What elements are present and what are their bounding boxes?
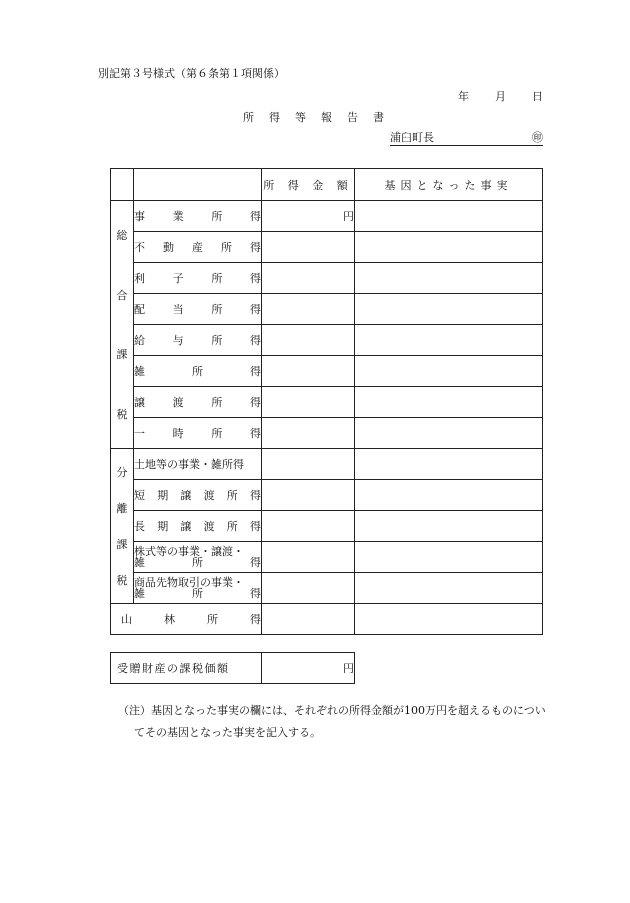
label-char: 一	[134, 427, 145, 440]
amount-cell[interactable]: 円	[262, 201, 355, 232]
label-text	[134, 394, 261, 410]
facts-cell[interactable]	[355, 356, 543, 387]
label-char: 所	[211, 334, 223, 347]
group-name	[111, 201, 134, 449]
note-line2: てその基因となった事実を記入する。	[134, 726, 321, 739]
label-char: 得	[249, 210, 261, 223]
income-type-label	[134, 418, 262, 449]
page-title: 所 得 等 報 告 書	[243, 111, 386, 124]
income-table	[110, 168, 543, 635]
label-char: 得	[249, 427, 261, 440]
label-char: 所	[192, 556, 203, 569]
amount-cell[interactable]	[262, 263, 355, 294]
table-row-forest	[111, 604, 543, 635]
facts-cell[interactable]	[355, 418, 543, 449]
amount-cell[interactable]	[262, 356, 355, 387]
table-row	[111, 542, 543, 573]
label-char: 得	[249, 334, 261, 347]
label-char: 配	[134, 303, 145, 316]
facts-cell[interactable]	[355, 294, 543, 325]
table-row	[111, 387, 543, 418]
note	[118, 700, 588, 744]
table-row	[111, 325, 543, 356]
label-char: 譲	[180, 489, 192, 502]
table-row	[111, 511, 543, 542]
facts-cell[interactable]	[355, 480, 543, 511]
facts-cell[interactable]	[355, 201, 543, 232]
facts-cell[interactable]	[355, 232, 543, 263]
label-text	[134, 208, 261, 224]
group-name	[111, 449, 134, 604]
label-char: 動	[163, 241, 174, 254]
addressee: 浦臼町長	[390, 131, 434, 144]
table-row	[111, 263, 543, 294]
note-line1: （注）基因となった事実の欄には、それぞれの所得金額が100万円を超えるものについ	[118, 704, 546, 717]
label-char: 得	[249, 520, 261, 533]
label-line2	[134, 588, 261, 599]
amount-cell[interactable]	[262, 542, 355, 573]
header-amount: 所 得 金 額	[262, 169, 355, 201]
label-char: 所	[211, 272, 223, 285]
form-label: 別記第３号様式（第６条第１項関係）	[98, 67, 285, 80]
group-name-char: 税	[116, 407, 128, 421]
facts-cell[interactable]	[355, 387, 543, 418]
label-char: 所	[192, 587, 203, 600]
table-header-row	[111, 169, 543, 201]
label-text	[134, 239, 261, 255]
income-type-label	[134, 263, 262, 294]
facts-cell[interactable]	[355, 511, 543, 542]
label-char: 譲	[134, 396, 145, 409]
amount-cell[interactable]	[262, 573, 355, 604]
income-type-label: 土地等の事業・雑所得	[134, 449, 262, 480]
amount-cell[interactable]	[262, 294, 355, 325]
label-char: 得	[250, 613, 261, 626]
income-type-label	[134, 480, 262, 511]
label-char: 得	[250, 241, 261, 254]
group-name-char: 総	[116, 229, 128, 243]
addressee-line	[390, 129, 543, 146]
label-char: 得	[249, 396, 261, 409]
income-type-label	[134, 542, 262, 573]
label-char: 所	[221, 241, 232, 254]
label-char: 所	[226, 520, 238, 533]
label-char: 譲	[180, 520, 192, 533]
label-char: 雑	[134, 556, 145, 569]
amount-cell[interactable]	[262, 604, 355, 635]
label-char: 短	[134, 489, 145, 502]
income-type-label	[134, 511, 262, 542]
label-char: 雑	[134, 587, 145, 600]
label-char: 与	[172, 334, 184, 347]
income-type-label	[134, 325, 262, 356]
label-char: 所	[211, 427, 223, 440]
group-name-char: 税	[116, 574, 128, 588]
label-text	[134, 425, 261, 441]
group-name-char: 離	[116, 501, 128, 515]
label-char: 所	[192, 365, 203, 378]
label-char: 利	[134, 272, 145, 285]
label-char: 産	[192, 241, 203, 254]
label-char: 期	[157, 520, 169, 533]
label-text	[134, 363, 261, 379]
amount-cell[interactable]	[262, 418, 355, 449]
label-char: 子	[172, 272, 184, 285]
seal-mark: ㊞	[532, 131, 543, 144]
gift-table	[110, 652, 355, 684]
amount-cell[interactable]	[262, 387, 355, 418]
label-text	[134, 332, 261, 348]
facts-cell[interactable]	[355, 542, 543, 573]
label-char: 山	[121, 613, 132, 626]
label-char: 所	[211, 210, 223, 223]
label-char: 雑	[134, 365, 145, 378]
label-char: 長	[134, 520, 145, 533]
group-name-char: 分	[116, 465, 128, 479]
amount-cell[interactable]	[262, 325, 355, 356]
income-type-label	[134, 387, 262, 418]
table-row	[111, 356, 543, 387]
table-row	[111, 573, 543, 604]
label-char: 渡	[203, 520, 215, 533]
label-line1: 株式等の事業・譲渡・	[134, 545, 244, 558]
label-char: 業	[172, 210, 184, 223]
amount-cell[interactable]	[262, 480, 355, 511]
table-row	[111, 480, 543, 511]
label-char: 得	[250, 556, 261, 569]
label-text	[134, 301, 261, 317]
label-line2	[134, 557, 261, 568]
table-row	[111, 232, 543, 263]
label-char: 所	[211, 396, 223, 409]
date-year: 年	[458, 90, 469, 103]
gift-unit: 円	[262, 653, 355, 684]
label-line1: 商品先物取引の事業・	[134, 576, 244, 589]
table-row	[111, 418, 543, 449]
label-char: 林	[164, 613, 175, 626]
facts-cell[interactable]	[355, 449, 543, 480]
label-char: 当	[172, 303, 184, 316]
label-text	[121, 611, 261, 627]
label-char: 得	[250, 587, 261, 600]
group-name-char: 合	[116, 288, 128, 302]
group-name-char: 課	[116, 538, 128, 552]
label-char: 所	[226, 489, 238, 502]
label-char: 所	[207, 613, 218, 626]
gift-label: 受贈財産の課税価額	[111, 653, 262, 684]
table-row	[111, 449, 543, 480]
income-type-label	[134, 232, 262, 263]
income-type-label	[134, 356, 262, 387]
facts-cell[interactable]	[355, 325, 543, 356]
income-type-label	[134, 573, 262, 604]
amount-cell[interactable]	[262, 511, 355, 542]
facts-cell[interactable]	[355, 263, 543, 294]
label-char: 不	[134, 241, 145, 254]
label-char: 得	[250, 365, 261, 378]
label-char: 所	[211, 303, 223, 316]
gift-row	[111, 653, 355, 684]
label-char: 得	[249, 272, 261, 285]
facts-cell[interactable]	[355, 604, 543, 635]
label-char: 給	[134, 334, 145, 347]
label-text	[134, 518, 261, 534]
income-type-label	[111, 604, 262, 635]
label-char: 渡	[172, 396, 184, 409]
label-char: 得	[249, 303, 261, 316]
group-name-char: 課	[116, 348, 128, 362]
date-line	[458, 88, 543, 104]
label-text	[134, 487, 261, 503]
table-row	[111, 294, 543, 325]
label-char: 渡	[203, 489, 215, 502]
income-type-label	[134, 201, 262, 232]
amount-cell[interactable]	[262, 449, 355, 480]
date-month: 月	[495, 90, 506, 103]
label-char: 事	[134, 210, 145, 223]
label-char: 期	[157, 489, 169, 502]
label-char: 得	[249, 489, 261, 502]
income-type-label	[134, 294, 262, 325]
facts-cell[interactable]	[355, 573, 543, 604]
table-row	[111, 201, 543, 232]
date-day: 日	[532, 90, 543, 103]
label-char: 時	[172, 427, 184, 440]
header-facts: 基因となった事実	[355, 169, 543, 201]
amount-cell[interactable]	[262, 232, 355, 263]
label-text	[134, 270, 261, 286]
